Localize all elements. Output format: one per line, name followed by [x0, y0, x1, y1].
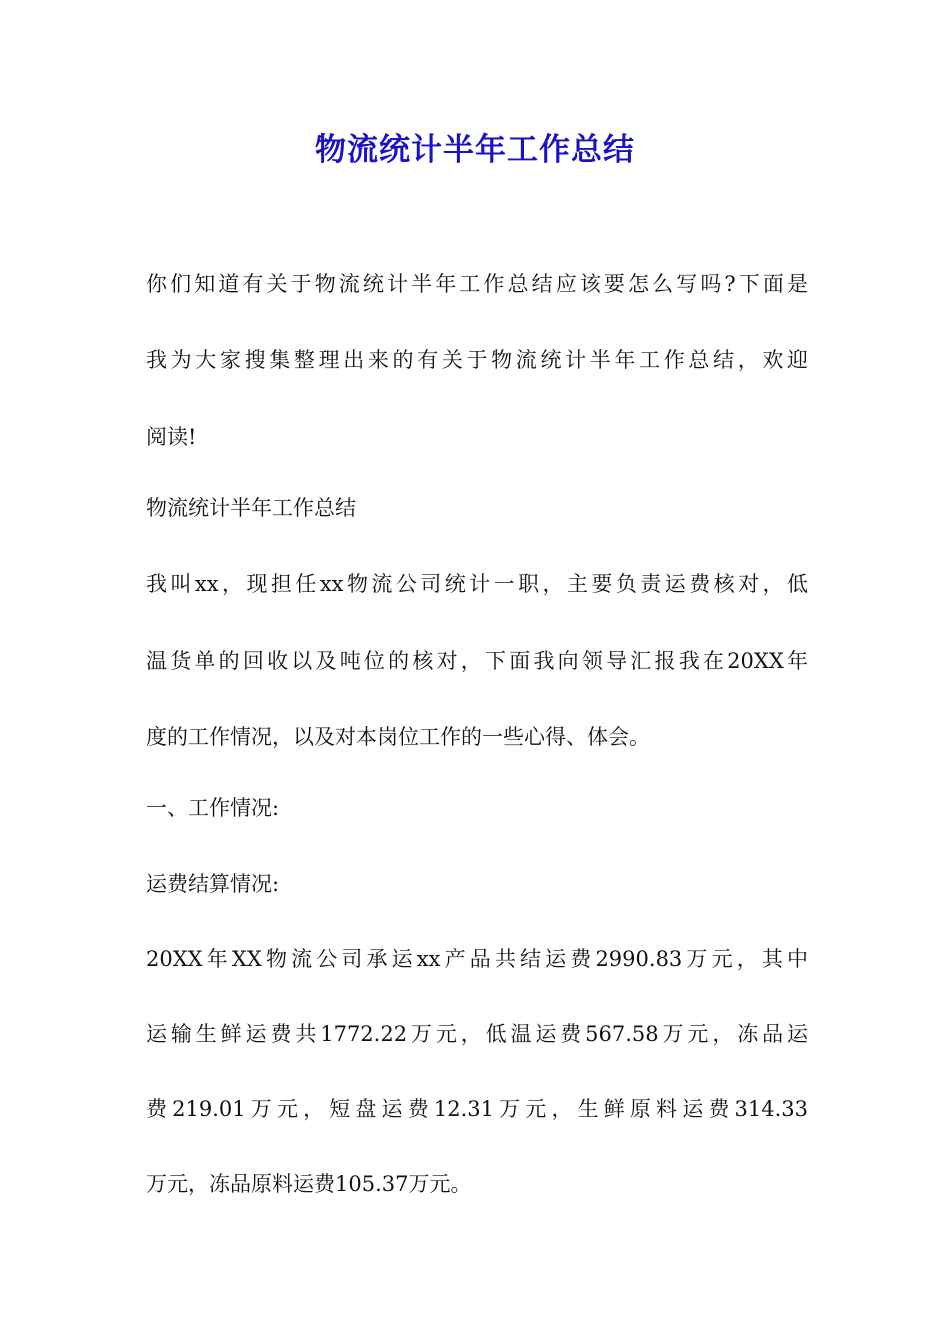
document-subtitle: 物流统计半年工作总结 [146, 496, 356, 520]
intro-line-2: 我为大家搜集整理出来的有关于物流统计半年工作总结，欢迎 [146, 348, 808, 372]
freight-line-1: 20XX年XX物流公司承运xx产品共结运费2990.83万元，其中 [146, 947, 808, 971]
self-intro-line-3: 度的工作情况，以及对本岗位工作的一些心得、体会。 [146, 725, 650, 749]
intro-line-1: 你们知道有关于物流统计半年工作总结应该要怎么写吗?下面是 [146, 272, 808, 296]
freight-line-4: 万元，冻品原料运费105.37万元。 [146, 1172, 472, 1196]
freight-line-2: 运输生鲜运费共1772.22万元，低温运费567.58万元，冻品运 [146, 1022, 808, 1046]
document-title: 物流统计半年工作总结 [315, 132, 635, 168]
self-intro-line-2: 温货单的回收以及吨位的核对，下面我向领导汇报我在20XX年 [146, 649, 808, 673]
freight-line-3: 费219.01万元，短盘运费12.31万元，生鲜原料运费314.33 [146, 1097, 808, 1121]
intro-line-3: 阅读! [146, 425, 197, 449]
self-intro-line-1: 我叫xx，现担任xx物流公司统计一职，主要负责运费核对，低 [146, 572, 808, 596]
subsection-heading: 运费结算情况: [146, 872, 280, 896]
section-heading: 一、工作情况: [146, 796, 280, 820]
